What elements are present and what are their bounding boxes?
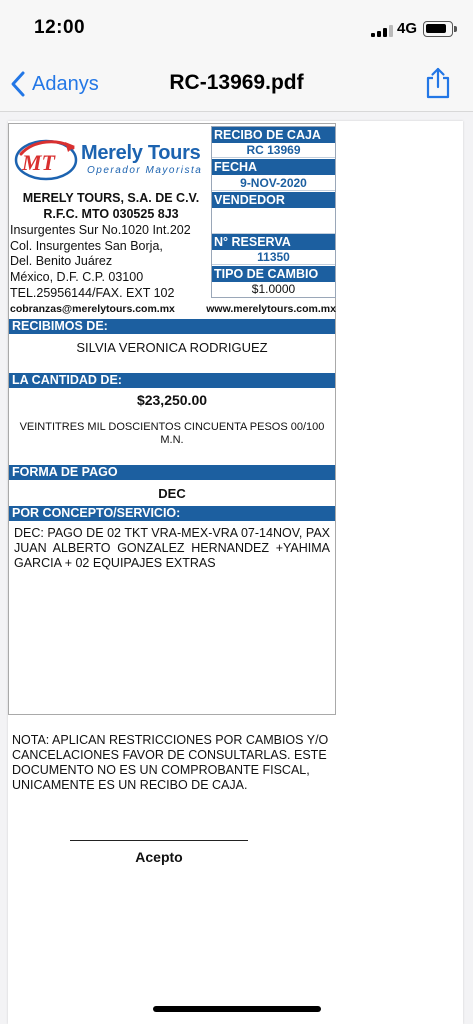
cantidad-label: LA CANTIDAD DE: — [9, 373, 335, 388]
share-icon — [424, 66, 452, 100]
back-button[interactable] — [10, 68, 99, 100]
logo-brand: Merely Tours — [81, 142, 201, 164]
cantidad-words-line2: M.N. — [160, 434, 184, 446]
concepto-label: POR CONCEPTO/SERVICIO: — [9, 506, 335, 521]
company-rfc: R.F.C. MTO 030525 8J3 — [43, 207, 179, 221]
recibimos-label: RECIBIMOS DE: — [9, 319, 335, 334]
company-name: MERELY TOURS, S.A. DE C.V. — [22, 191, 200, 205]
cantidad-value: $23,250.00 — [136, 392, 208, 408]
status-bar — [0, 0, 473, 58]
network-type: 4G — [397, 20, 418, 37]
website-link[interactable]: www.merelytours.com.mx — [206, 303, 336, 315]
vendedor-label: VENDEDOR — [212, 192, 335, 208]
logo-tagline: Operador Mayorista — [87, 165, 203, 176]
navigation-bar — [0, 58, 473, 112]
pdf-page — [8, 121, 463, 1024]
recibo-label: RECIBO DE CAJA — [212, 127, 335, 143]
contact-row — [10, 303, 336, 315]
logo-emblem-icon — [13, 130, 79, 184]
status-time: 12:00 — [34, 17, 86, 38]
address-line: Del. Benito Juárez — [10, 254, 113, 268]
share-button[interactable] — [424, 66, 452, 100]
forma-pago-label: FORMA DE PAGO — [9, 465, 335, 480]
pdf-viewer[interactable] — [0, 113, 473, 1024]
home-indicator[interactable] — [153, 1006, 321, 1012]
chevron-left-icon — [10, 70, 26, 98]
address-line: TEL.25956144/FAX. EXT 102 — [10, 286, 175, 300]
tipo-cambio-label: TIPO DE CAMBIO — [212, 266, 335, 282]
cantidad-words-line1: VEINTITRES MIL DOSCIENTOS CINCUENTA PESOS 00/100 — [19, 421, 325, 433]
back-button-label: Adanys — [32, 72, 99, 95]
address-line: Col. Insurgentes San Borja, — [10, 239, 163, 253]
fecha-label: FECHA — [212, 159, 335, 175]
reserva-label: N° RESERVA — [212, 234, 335, 250]
email-link[interactable]: cobranzas@merelytours.com.mx — [10, 303, 175, 315]
vendedor-value — [212, 208, 335, 234]
receipt-info-box — [211, 126, 336, 298]
signal-strength-icon — [371, 25, 393, 37]
receipt-form — [8, 123, 336, 715]
recibimos-value: SILVIA VERONICA RODRIGUEZ — [76, 340, 268, 355]
fecha-value: 9-NOV-2020 — [212, 176, 335, 191]
address-line: México, D.F. C.P. 03100 — [10, 270, 144, 284]
note-text: NOTA: APLICAN RESTRICCIONES POR CAMBIOS Y/O CANCELACIONES FAVOR DE CONSULTARLAS. ESTE DOCUMENTO NO ES UN COMPROBANTE FISCAL, UNICAMENTE ES UN RECIBO DE CAJA. — [12, 733, 329, 792]
merely-tours-logo — [13, 130, 209, 184]
document-title: RC-13969.pdf — [169, 71, 304, 94]
recibo-value: RC 13969 — [212, 143, 335, 158]
signature-line — [70, 840, 248, 841]
accept-label: Acepto — [135, 849, 183, 865]
concepto-value: DEC: PAGO DE 02 TKT VRA-MEX-VRA 07-14NOV, PAX JUAN ALBERTO GONZALEZ HERNANDEZ +YAHIMA GARCIA + 02 EQUIPAJES EXTRAS — [14, 526, 330, 570]
battery-icon — [423, 21, 453, 37]
tipo-cambio-value: $1.0000 — [251, 282, 296, 296]
reserva-value: 11350 — [212, 250, 335, 265]
address-line: Insurgentes Sur No.1020 Int.202 — [10, 223, 191, 237]
logo-initials: MT — [22, 150, 55, 175]
forma-pago-value: DEC — [158, 486, 186, 501]
